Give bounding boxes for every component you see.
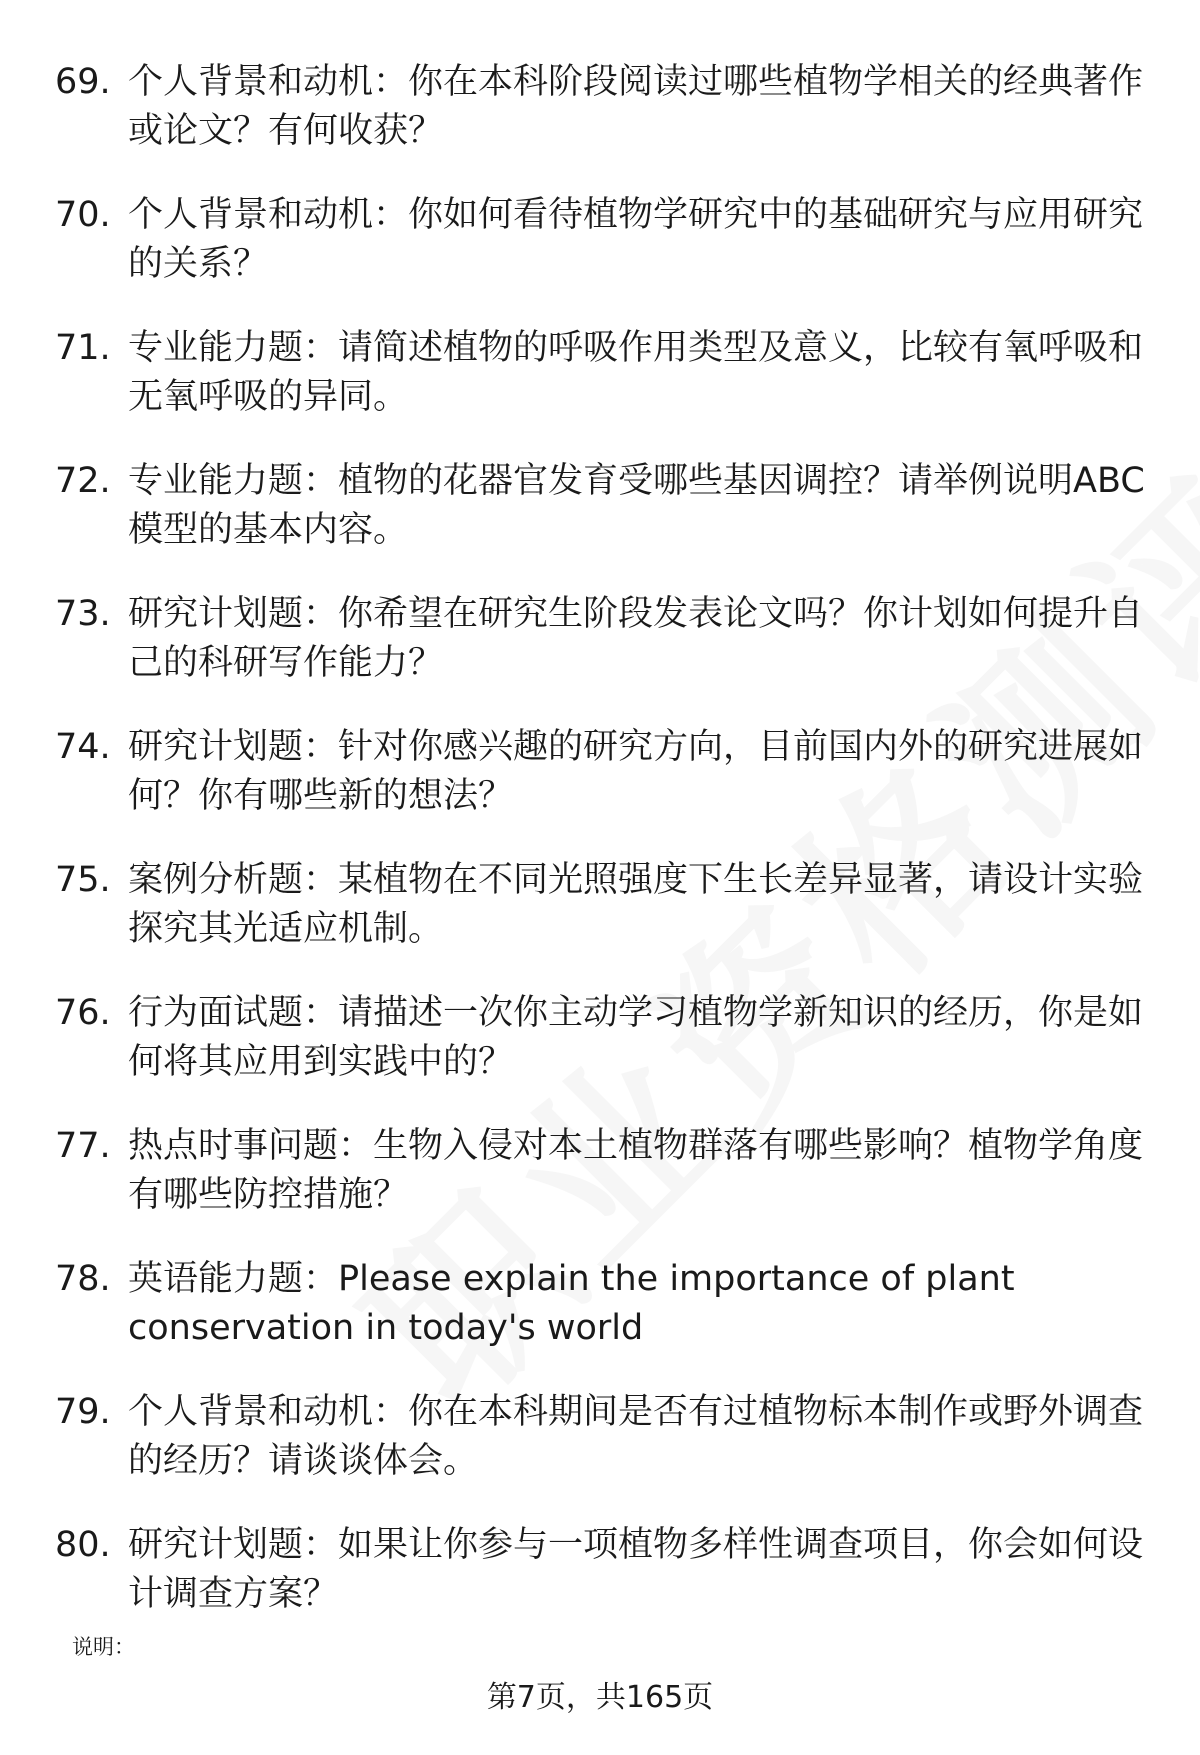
question-number: 69. (55, 62, 111, 102)
question-text: 个人背景和动机：你在本科期间是否有过植物标本制作或野外调查的经历？请谈谈体会。 (128, 1392, 1144, 1481)
list-item (55, 1122, 1145, 1255)
question-text: 研究计划题：针对你感兴趣的研究方向，目前国内外的研究进展如何？你有哪些新的想法？ (128, 727, 1144, 816)
question-number: 80. (55, 1525, 111, 1565)
list-item (55, 191, 1145, 324)
page-footer: 第7页，共165页 (486, 1680, 714, 1715)
list-item (55, 1255, 1145, 1388)
question-number: 71. (55, 328, 111, 368)
question-number: 70. (55, 195, 111, 235)
question-number: 74. (55, 727, 111, 767)
question-text: 专业能力题：植物的花器官发育受哪些基因调控？请举例说明ABC模型的基本内容。 (128, 461, 1145, 550)
question-text: 研究计划题：如果让你参与一项植物多样性调查项目，你会如何设计调查方案？ (128, 1525, 1144, 1614)
question-text: 热点时事问题：生物入侵对本土植物群落有哪些影响？植物学角度有哪些防控措施？ (128, 1126, 1144, 1215)
question-number: 75. (55, 860, 111, 900)
list-item (55, 590, 1145, 723)
question-number: 79. (55, 1392, 111, 1432)
list-item (55, 723, 1145, 856)
question-text: 专业能力题：请简述植物的呼吸作用类型及意义，比较有氧呼吸和无氧呼吸的异同。 (128, 328, 1144, 417)
list-item (55, 1521, 1145, 1654)
list-item (55, 58, 1145, 191)
question-text: 个人背景和动机：你在本科阶段阅读过哪些植物学相关的经典著作或论文？有何收获？ (128, 62, 1144, 151)
list-item (55, 1388, 1145, 1521)
question-text: 英语能力题：Please explain the importance of plant conservation in today's world (128, 1259, 1015, 1348)
list-item (55, 856, 1145, 989)
question-number: 77. (55, 1126, 111, 1166)
note-label: 说明： (72, 1635, 135, 1659)
list-item (55, 989, 1145, 1122)
question-number: 72. (55, 461, 111, 501)
list-item (55, 457, 1145, 590)
question-number: 78. (55, 1259, 111, 1299)
list-item (55, 324, 1145, 457)
question-text: 个人背景和动机：你如何看待植物学研究中的基础研究与应用研究的关系？ (128, 195, 1144, 284)
question-number: 73. (55, 594, 111, 634)
question-text: 案例分析题：某植物在不同光照强度下生长差异显著，请设计实验探究其光适应机制。 (128, 860, 1144, 949)
question-list (55, 58, 1145, 1654)
question-text: 研究计划题：你希望在研究生阶段发表论文吗？你计划如何提升自己的科研写作能力？ (128, 594, 1144, 683)
question-text: 行为面试题：请描述一次你主动学习植物学新知识的经历，你是如何将其应用到实践中的？ (128, 993, 1144, 1082)
question-number: 76. (55, 993, 111, 1033)
